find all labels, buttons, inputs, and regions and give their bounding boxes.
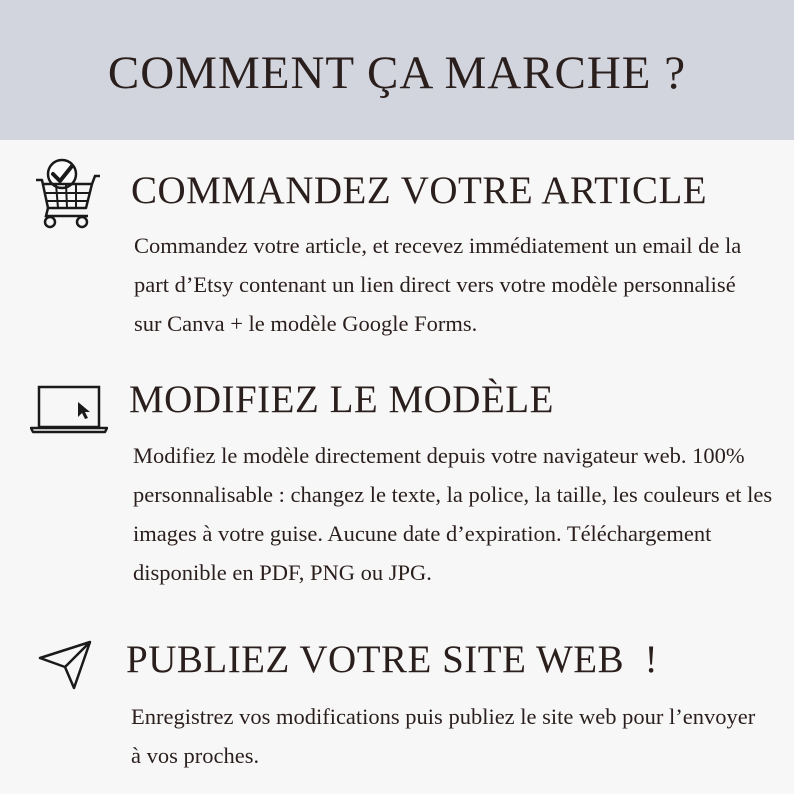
laptop-cursor-icon [30,384,108,436]
step-publish-title: PUBLIEZ VOTRE SITE WEB ! [126,638,659,681]
step-publish-description: Enregistrez vos modifications puis publiez le site web pour l’envoyer à vos proches. [131,704,756,768]
page-title: COMMENT ÇA MARCHE ? [107,47,687,99]
shopping-cart-check-icon [34,156,102,230]
step-edit-title: MODIFIEZ LE MODÈLE [129,378,554,421]
page-header [0,0,794,140]
step-order-description: Commandez votre article, et recevez immédiatement un email de la part d’Etsy contenant un lien direct vers votre modèle personnalisé sur Canva + le modèle Google Forms. [134,233,742,336]
paper-plane-icon [38,638,94,694]
step-order-title: COMMANDEZ VOTRE ARTICLE [131,169,708,212]
step-edit-description: Modifiez le modèle directement depuis votre navigateur web. 100% personnalisable : changez le texte, la police, la taille, les couleurs et les images à votre guise. Aucune date d’expiration. Téléchargement disponible en PDF, PNG ou JPG. [133,443,773,585]
